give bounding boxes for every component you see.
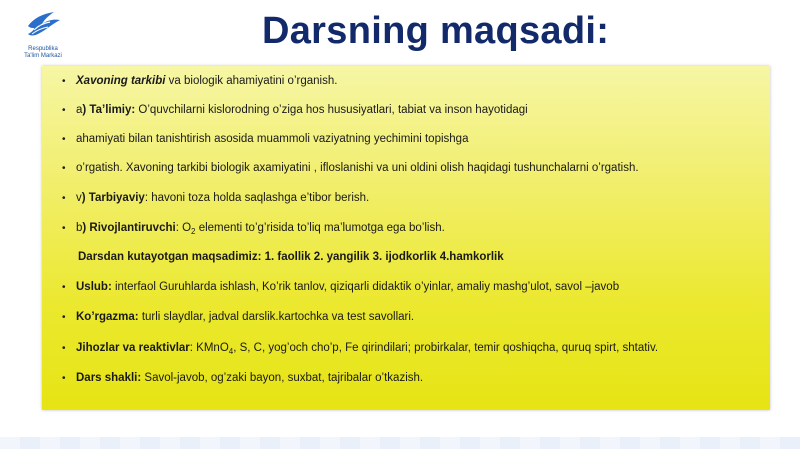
item-text: ahamiyati bilan tanishtirish asosida muammoli vaziyatning yechimini topishga [76,133,469,145]
item-bold-label: Ko’rgazma: [76,311,139,323]
bullet: • [62,282,66,293]
bullet: • [62,223,66,234]
bullet: • [62,134,66,145]
item-text: Savol-javob, og’zaki bayon, suxbat, tajribalar o’tkazish. [141,372,424,384]
list-item [62,341,658,359]
goals-text: Darsdan kutayotgan maqsadimiz: 1. faollik 2. yangilik 3. ijodkorlik 4.hamkorlik [78,251,504,263]
item-text: O’quvchilarni kislorodning o’ziga hos hususiyatlari, tabiat va inson hayotidagi [135,104,528,116]
item-letter: b [76,222,83,234]
content-panel [42,66,770,410]
list-item [62,221,445,239]
list-item [62,161,639,176]
list-item [62,191,369,206]
item-bold-label: Uslub: [76,281,112,293]
bullet: • [62,312,66,323]
subscript: 4 [228,347,234,356]
page-title: Darsning maqsadi: [262,10,610,52]
list-item [62,310,414,325]
item-text: turli slaydlar, jadval darslik.kartochka va test savollari. [138,311,415,323]
list-item [62,74,337,89]
item-text: o’rgatish. Xavoning tarkibi biologik axamiyatini , ifloslanishi va uni oldini olish haqidagi tushunchalarni o’rgatish. [76,162,639,174]
item-text: : havoni toza holda saqlashga e’tibor berish. [144,192,370,204]
bullet: • [62,105,66,116]
list-item [62,280,619,295]
item-text: , S, C, yog’och cho’p, Fe qirindilari; probirkalar, temir qoshiqcha, quruq spirt, shtativ. [233,342,659,354]
footer-decoration [0,437,800,449]
item-bold-label: Xavoning tarkibi [76,75,166,87]
item-text: : O [175,222,192,234]
item-bold-label: ) Ta’limiy: [82,104,136,116]
list-item [62,103,528,118]
item-bold-label: Dars shakli: [76,372,142,384]
item-text: : KMnO [189,342,229,354]
item-bold-label: ) Tarbiyaviy [81,192,145,204]
item-bold-label: ) Rivojlantiruvchi [82,222,176,234]
item-text: va biologik ahamiyatini o’rganish. [165,75,338,87]
item-text: elementi to’g’risida to’liq ma’lumotga ega bo’lish. [195,222,445,234]
logo-line-1: Respublika [28,46,58,52]
logo-line-2: Ta'lim Markazi [24,53,62,59]
bullet: • [62,163,66,174]
logo-caption [14,46,72,60]
bullet: • [62,193,66,204]
subscript: 2 [191,227,196,236]
item-bold-label: Jihozlar va reaktivlar [76,342,190,354]
bullet: • [62,76,66,87]
list-item [62,132,468,147]
bullet: • [62,373,66,384]
goals-line [78,250,504,264]
logo [14,8,72,64]
item-letter: v [76,192,82,204]
item-letter: a [76,104,83,116]
item-text: interfaol Guruhlarda ishlash, Ko’rik tanlov, qiziqarli didaktik o’yinlar, amaliy mashg’ulot, savol –javob [111,281,620,293]
list-item [62,371,423,386]
bullet: • [62,343,66,354]
bird-logo-icon [24,8,62,42]
